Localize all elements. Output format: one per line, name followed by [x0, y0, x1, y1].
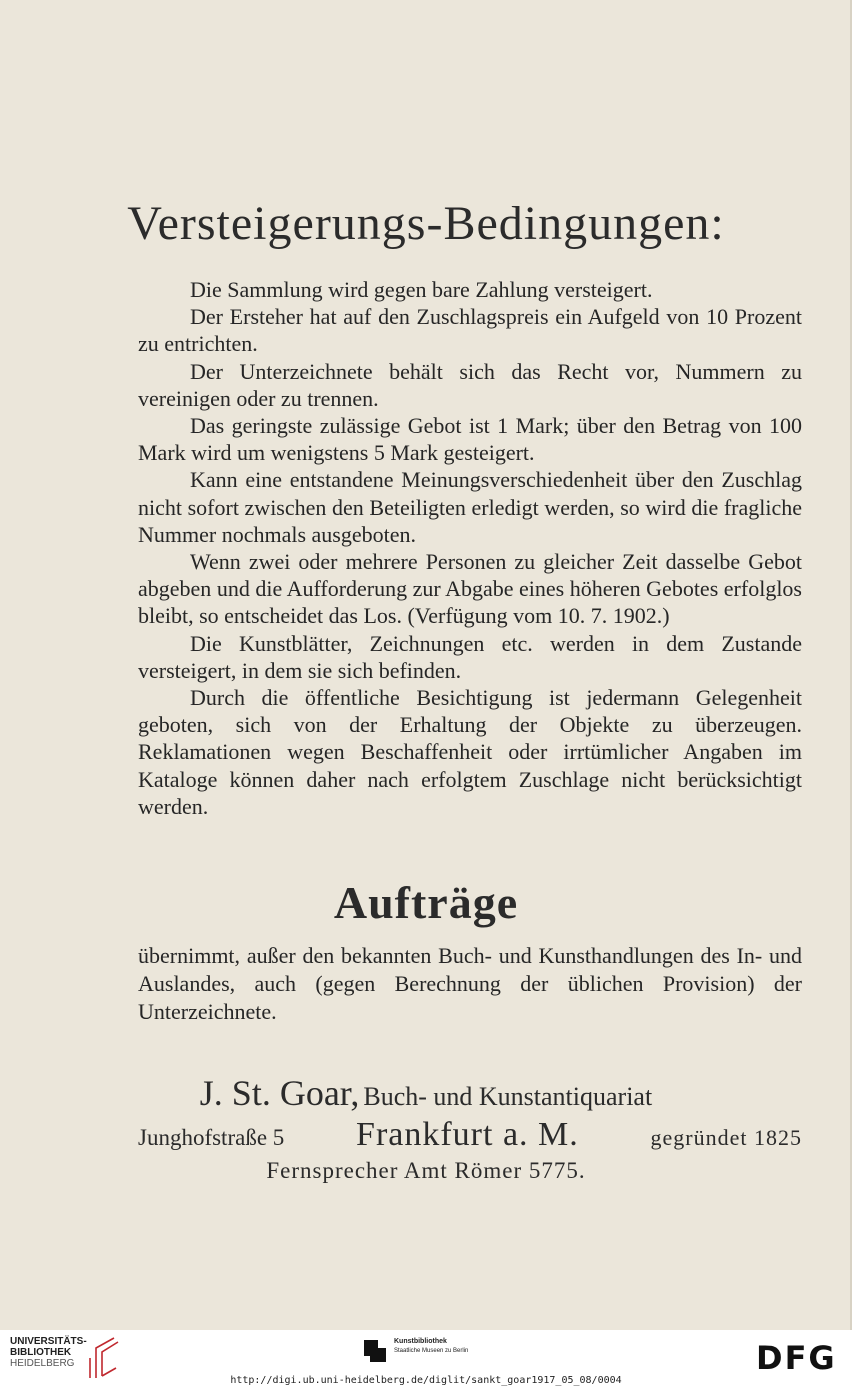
permalink-url[interactable]: http://digi.ub.uni-heidelberg.de/diglit/sankt_goar1917_05_08/0004 [230, 1375, 622, 1386]
auftraege-paragraph: übernimmt, außer den bekannten Buch- und Kunsthandlungen des In- und Auslandes, auch (gegen Berechnung der üblichen Provision) der Unterzeichnete. [138, 943, 802, 1024]
publisher-street: Junghofstraße 5 [138, 1125, 285, 1150]
uni-line-2: BIBLIOTHEK [10, 1347, 72, 1358]
condition-paragraph: Das geringste zulässige Gebot ist 1 Mark; über den Betrag von 100 Mark wird um wenigstens 5 Mark gesteigert. [138, 413, 802, 466]
kunstbibliothek-logo-icon [364, 1340, 386, 1362]
publisher-founded: gegründet 1825 [650, 1125, 802, 1150]
publisher-city: Frankfurt a. M. [356, 1116, 579, 1153]
condition-paragraph: Wenn zwei oder mehrere Personen zu gleicher Zeit dasselbe Gebot abgeben und die Aufforderung zur Abgabe eines höheren Gebotes erfolglos bleibt, so entscheidet das Los. (Verfügung vom 10. 7. 1902.) [138, 549, 802, 629]
imprint-address [138, 1116, 802, 1154]
condition-paragraph: Der Unterzeichnete behält sich das Recht vor, Nummern zu vereinigen oder zu trennen. [138, 358, 802, 411]
auftraege-heading: Aufträge [333, 877, 519, 928]
university-logo-icon [86, 1336, 120, 1380]
condition-paragraph: Die Sammlung wird gegen bare Zahlung versteigert. [190, 277, 653, 302]
kunstbibliothek-label [394, 1337, 468, 1356]
publisher-phone: Fernsprecher Amt Römer 5775. [266, 1158, 586, 1183]
condition-paragraph: Durch die öffentliche Besichtigung ist jedermann Gelegenheit geboten, sich von der Erhaltung der Objekte zu überzeugen. Reklamationen wegen Beschaffenheit oder irrtümlicher Angaben im Kataloge können daher nach erfolgtem Zuschlage nicht berücksichtigt werden. [138, 685, 802, 819]
condition-paragraph: Der Ersteher hat auf den Zuschlagspreis ein Aufgeld von 10 Prozent zu entrichten. [138, 304, 802, 357]
university-library-logo-text [10, 1336, 87, 1369]
kb-museum: Staatliche Museen zu Berlin [394, 1348, 469, 1354]
conditions-text [138, 276, 802, 820]
uni-line-3: HEIDELBERG [10, 1358, 75, 1369]
dfg-logo: DFG [756, 1339, 837, 1377]
publisher-description: Buch- und Kunstantiquariat [363, 1082, 653, 1111]
condition-paragraph: Kann eine entstandene Meinungsverschiedenheit über den Zuschlag nicht sofort zwischen den Beteiligten erledigt werden, so wird die fragliche Nummer nochmals ausgeboten. [138, 467, 802, 547]
imprint-publisher [0, 1072, 852, 1114]
publisher-name: J. St. Goar, [199, 1073, 360, 1113]
kb-name: Kunstbibliothek [394, 1338, 447, 1345]
page-title: Versteigerungs-Bedingungen: [127, 197, 725, 250]
condition-paragraph: Die Kunstblätter, Zeichnungen etc. werden in dem Zustande versteigert, in dem sie sich befinden. [138, 630, 802, 683]
uni-line-1: UNIVERSITÄTS- [10, 1336, 87, 1347]
